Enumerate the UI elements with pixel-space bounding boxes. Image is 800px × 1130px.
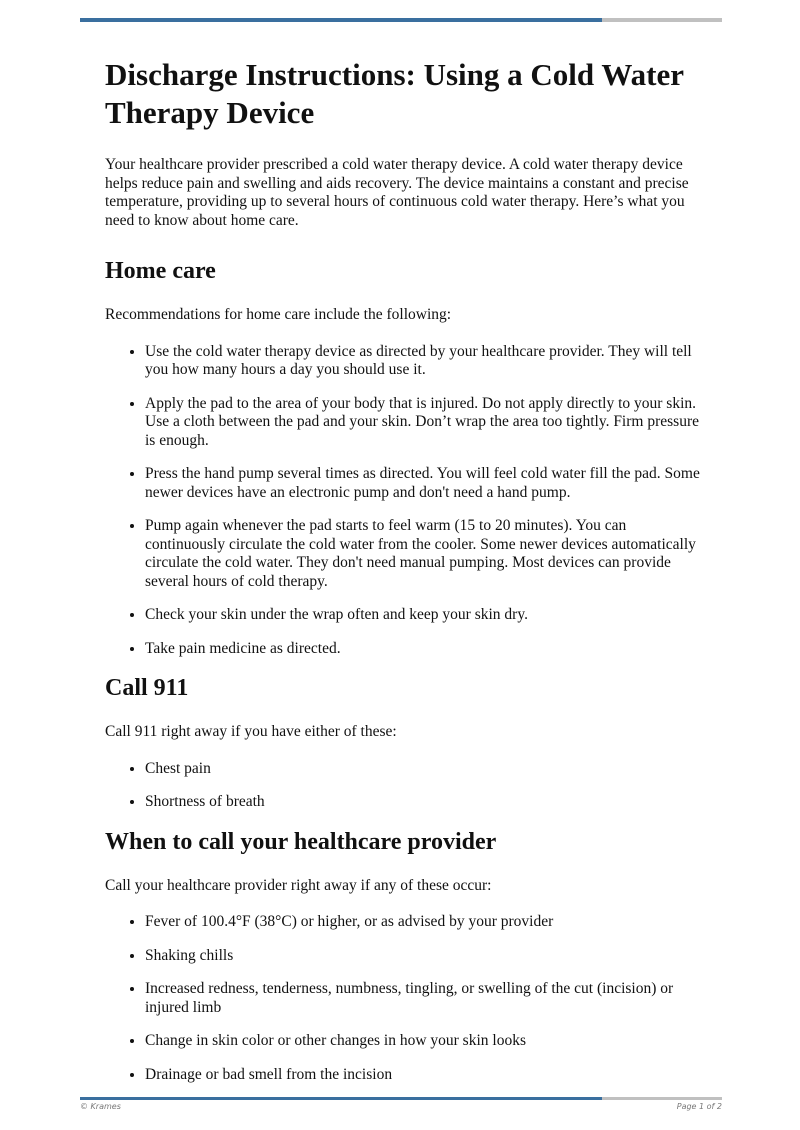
list-item: • Shortness of breath bbox=[145, 793, 705, 812]
list-item: • Change in skin color or other changes in how your skin looks bbox=[145, 1032, 705, 1051]
top-progress-bar bbox=[80, 18, 722, 22]
list-item: • Apply the pad to the area of your body that is injured. Do not apply directly to your skin. Use a cloth between the pad and your skin. Don’t wrap the area too tightly. Firm pressure is enough. bbox=[145, 395, 705, 451]
section-heading-call-911: Call 911 bbox=[105, 675, 189, 701]
list-item: • Chest pain bbox=[145, 760, 705, 779]
section-when-to-call bbox=[105, 827, 705, 1085]
list-item: • Take pain medicine as directed. bbox=[145, 640, 705, 659]
home-care-list bbox=[105, 343, 705, 659]
list-item: • Increased redness, tenderness, numbness, tingling, or swelling of the cut (incision) or injured limb bbox=[145, 980, 705, 1017]
list-item: • Check your skin under the wrap often and keep your skin dry. bbox=[145, 606, 705, 625]
section-heading-when-to-call: When to call your healthcare provider bbox=[105, 828, 497, 855]
footer-copyright: © Krames bbox=[80, 1102, 121, 1111]
section-lead-call-911: Call 911 right away if you have either of these: bbox=[105, 723, 397, 740]
list-item: • Drainage or bad smell from the incision bbox=[145, 1066, 705, 1085]
bottom-progress-bar bbox=[80, 1097, 722, 1100]
list-item: • Press the hand pump several times as directed. You will feel cold water fill the pad. Some newer devices have an electronic pump and don't need a hand pump. bbox=[145, 465, 705, 502]
list-item: • Pump again whenever the pad starts to feel warm (15 to 20 minutes). You can continuously circulate the cold water from the cooler. Some newer devices automatically circulate the cold water. They don't need manual pumping. Most devices can provide several hours of cold therapy. bbox=[145, 517, 705, 591]
section-call-911 bbox=[105, 673, 705, 812]
top-progress-fill bbox=[80, 18, 602, 22]
page-title: Discharge Instructions: Using a Cold Water Therapy Device bbox=[105, 57, 684, 130]
list-item: • Fever of 100.4°F (38°C) or higher, or as advised by your provider bbox=[145, 913, 705, 932]
intro-paragraph: Your healthcare provider prescribed a cold water therapy device. A cold water therapy device helps reduce pain and swelling and aids recovery. The device maintains a constant and precise temperature, providing up to several hours of continuous cold water therapy. Here’s what you need to know about home care. bbox=[105, 156, 689, 229]
section-lead-when-to-call: Call your healthcare provider right away if any of these occur: bbox=[105, 876, 492, 894]
bottom-progress-fill bbox=[80, 1097, 602, 1100]
section-home-care bbox=[105, 256, 705, 658]
footer-page-number: Page 1 of 2 bbox=[676, 1102, 722, 1111]
section-heading-home-care: Home care bbox=[105, 258, 216, 284]
list-item: • Shaking chills bbox=[145, 947, 705, 966]
section-lead-home-care: Recommendations for home care include the following: bbox=[105, 306, 452, 323]
list-item: • Use the cold water therapy device as directed by your healthcare provider. They will tell you how many hours a day you should use it. bbox=[145, 343, 705, 380]
call-911-list bbox=[105, 760, 705, 812]
document-body bbox=[105, 56, 705, 1099]
when-to-call-list bbox=[105, 913, 705, 1084]
